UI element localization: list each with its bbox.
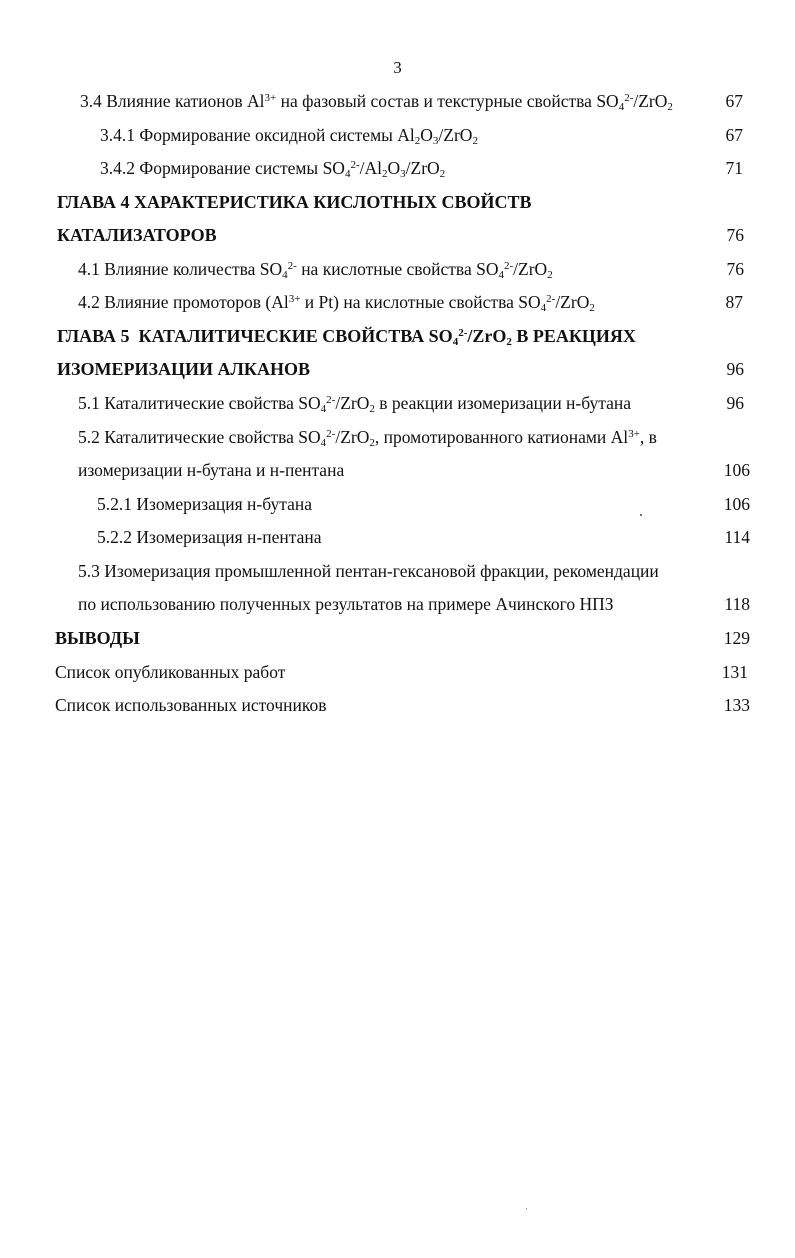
toc-chapter-title: ГЛАВА 4 ХАРАКТЕРИСТИКА КИСЛОТНЫХ СВОЙСТВ <box>57 192 532 212</box>
toc-entry-title: 5.3 Изомеризация промышленной пентан-гексановой фракции, рекомендации <box>78 561 659 581</box>
toc-conclusions <box>0 621 795 655</box>
toc-chapter-5-line1 <box>0 319 795 353</box>
toc-entry-page: 87 <box>725 292 743 312</box>
toc-entry-title: изомеризации н-бутана и н-пентана <box>78 460 345 480</box>
toc-entry-page: 76 <box>726 259 744 279</box>
toc-publications <box>0 655 795 689</box>
toc-entry-4-1 <box>0 252 795 286</box>
toc-entry-title: 5.2 Каталитические свойства $SO_4^{2-}/ZrO_2$, промотированного катионами $Al^{3+}$, в <box>78 427 657 449</box>
toc-entry-page: 106 <box>723 494 750 514</box>
toc-entry-5-2-line2 <box>0 453 795 487</box>
page-number: 3 <box>393 58 402 77</box>
toc-entry-page: 96 <box>726 393 744 413</box>
toc-entry-title: 5.2.2 Изомеризация н-пентана <box>97 527 322 547</box>
toc-entry-title: Список опубликованных работ <box>55 662 286 682</box>
toc-entry-3-4 <box>0 84 795 118</box>
toc-chapter-5-line2 <box>0 352 795 386</box>
toc-references <box>0 688 795 722</box>
toc-entry-5-1 <box>0 386 795 420</box>
toc-entry-page: 67 <box>725 125 743 145</box>
toc-entry-title: Список использованных источников <box>55 695 327 715</box>
toc-entry-page: 129 <box>723 628 750 648</box>
toc-entry-page: 131 <box>721 662 748 682</box>
toc-entry-page: 71 <box>725 158 743 178</box>
toc-chapter-4-line2 <box>0 218 795 252</box>
toc-entry-5-3-line2 <box>0 587 795 621</box>
toc-entry-3-4-2 <box>0 151 795 185</box>
toc-chapter-title: ВЫВОДЫ <box>55 628 140 648</box>
toc-entry-5-2-1 <box>0 487 795 521</box>
toc-entry-title: 5.1 Каталитические свойства $SO_4^{2-}/ZrO_2$ в реакции изомеризации н-бутана <box>78 393 632 415</box>
toc-entry-page: 96 <box>726 359 744 379</box>
toc-entry-title: 4.1 Влияние количества $SO_4^{2-}$ на кислотные свойства $SO_4^{2-}/ZrO_2$ <box>78 259 553 281</box>
toc-entry-title: 3.4 Влияние катионов $Al^{3+}$ на фазовый состав и текстурные свойства $SO_4^{2-}/ZrO_2$ <box>80 91 673 113</box>
toc-entry-5-3-line1 <box>0 554 795 588</box>
toc-entry-title: 5.2.1 Изомеризация н-бутана <box>97 494 312 514</box>
toc-entry-3-4-1 <box>0 118 795 152</box>
toc-entry-page: 106 <box>723 460 750 480</box>
toc-entry-4-2 <box>0 285 795 319</box>
toc-entry-page: 133 <box>723 695 750 715</box>
toc-entry-5-2-2 <box>0 520 795 554</box>
toc-entry-page: 67 <box>725 91 743 111</box>
toc-chapter-title: ГЛАВА 5 КАТАЛИТИЧЕСКИЕ СВОЙСТВА $SO_4^{2-}/ZrO_2$ В РЕАКЦИЯХ <box>57 326 636 348</box>
toc-entry-title: 3.4.1 Формирование оксидной системы $Al_2O_3/ZrO_2$ <box>100 125 478 147</box>
toc-entry-title: 3.4.2 Формирование системы $SO_4^{2-}/Al_2O_3/ZrO_2$ <box>100 158 446 180</box>
toc-entry-page: 118 <box>724 594 750 614</box>
toc-entry-page: 76 <box>726 225 744 245</box>
scan-speck <box>526 1208 527 1209</box>
toc-entry-5-2-line1 <box>0 420 795 454</box>
toc-entry-title: 4.2 Влияние промоторов ($Al^{3+}$ и Pt) на кислотные свойства $SO_4^{2-}/ZrO_2$ <box>78 292 595 314</box>
scan-speck <box>640 514 642 516</box>
toc-chapter-title: ИЗОМЕРИЗАЦИИ АЛКАНОВ <box>57 359 310 379</box>
toc-entry-page: 114 <box>724 527 750 547</box>
toc-entry-title: по использованию полученных результатов на примере Ачинского НПЗ <box>78 594 614 614</box>
toc-chapter-title: КАТАЛИЗАТОРОВ <box>57 225 217 245</box>
toc-chapter-4-line1 <box>0 185 795 219</box>
